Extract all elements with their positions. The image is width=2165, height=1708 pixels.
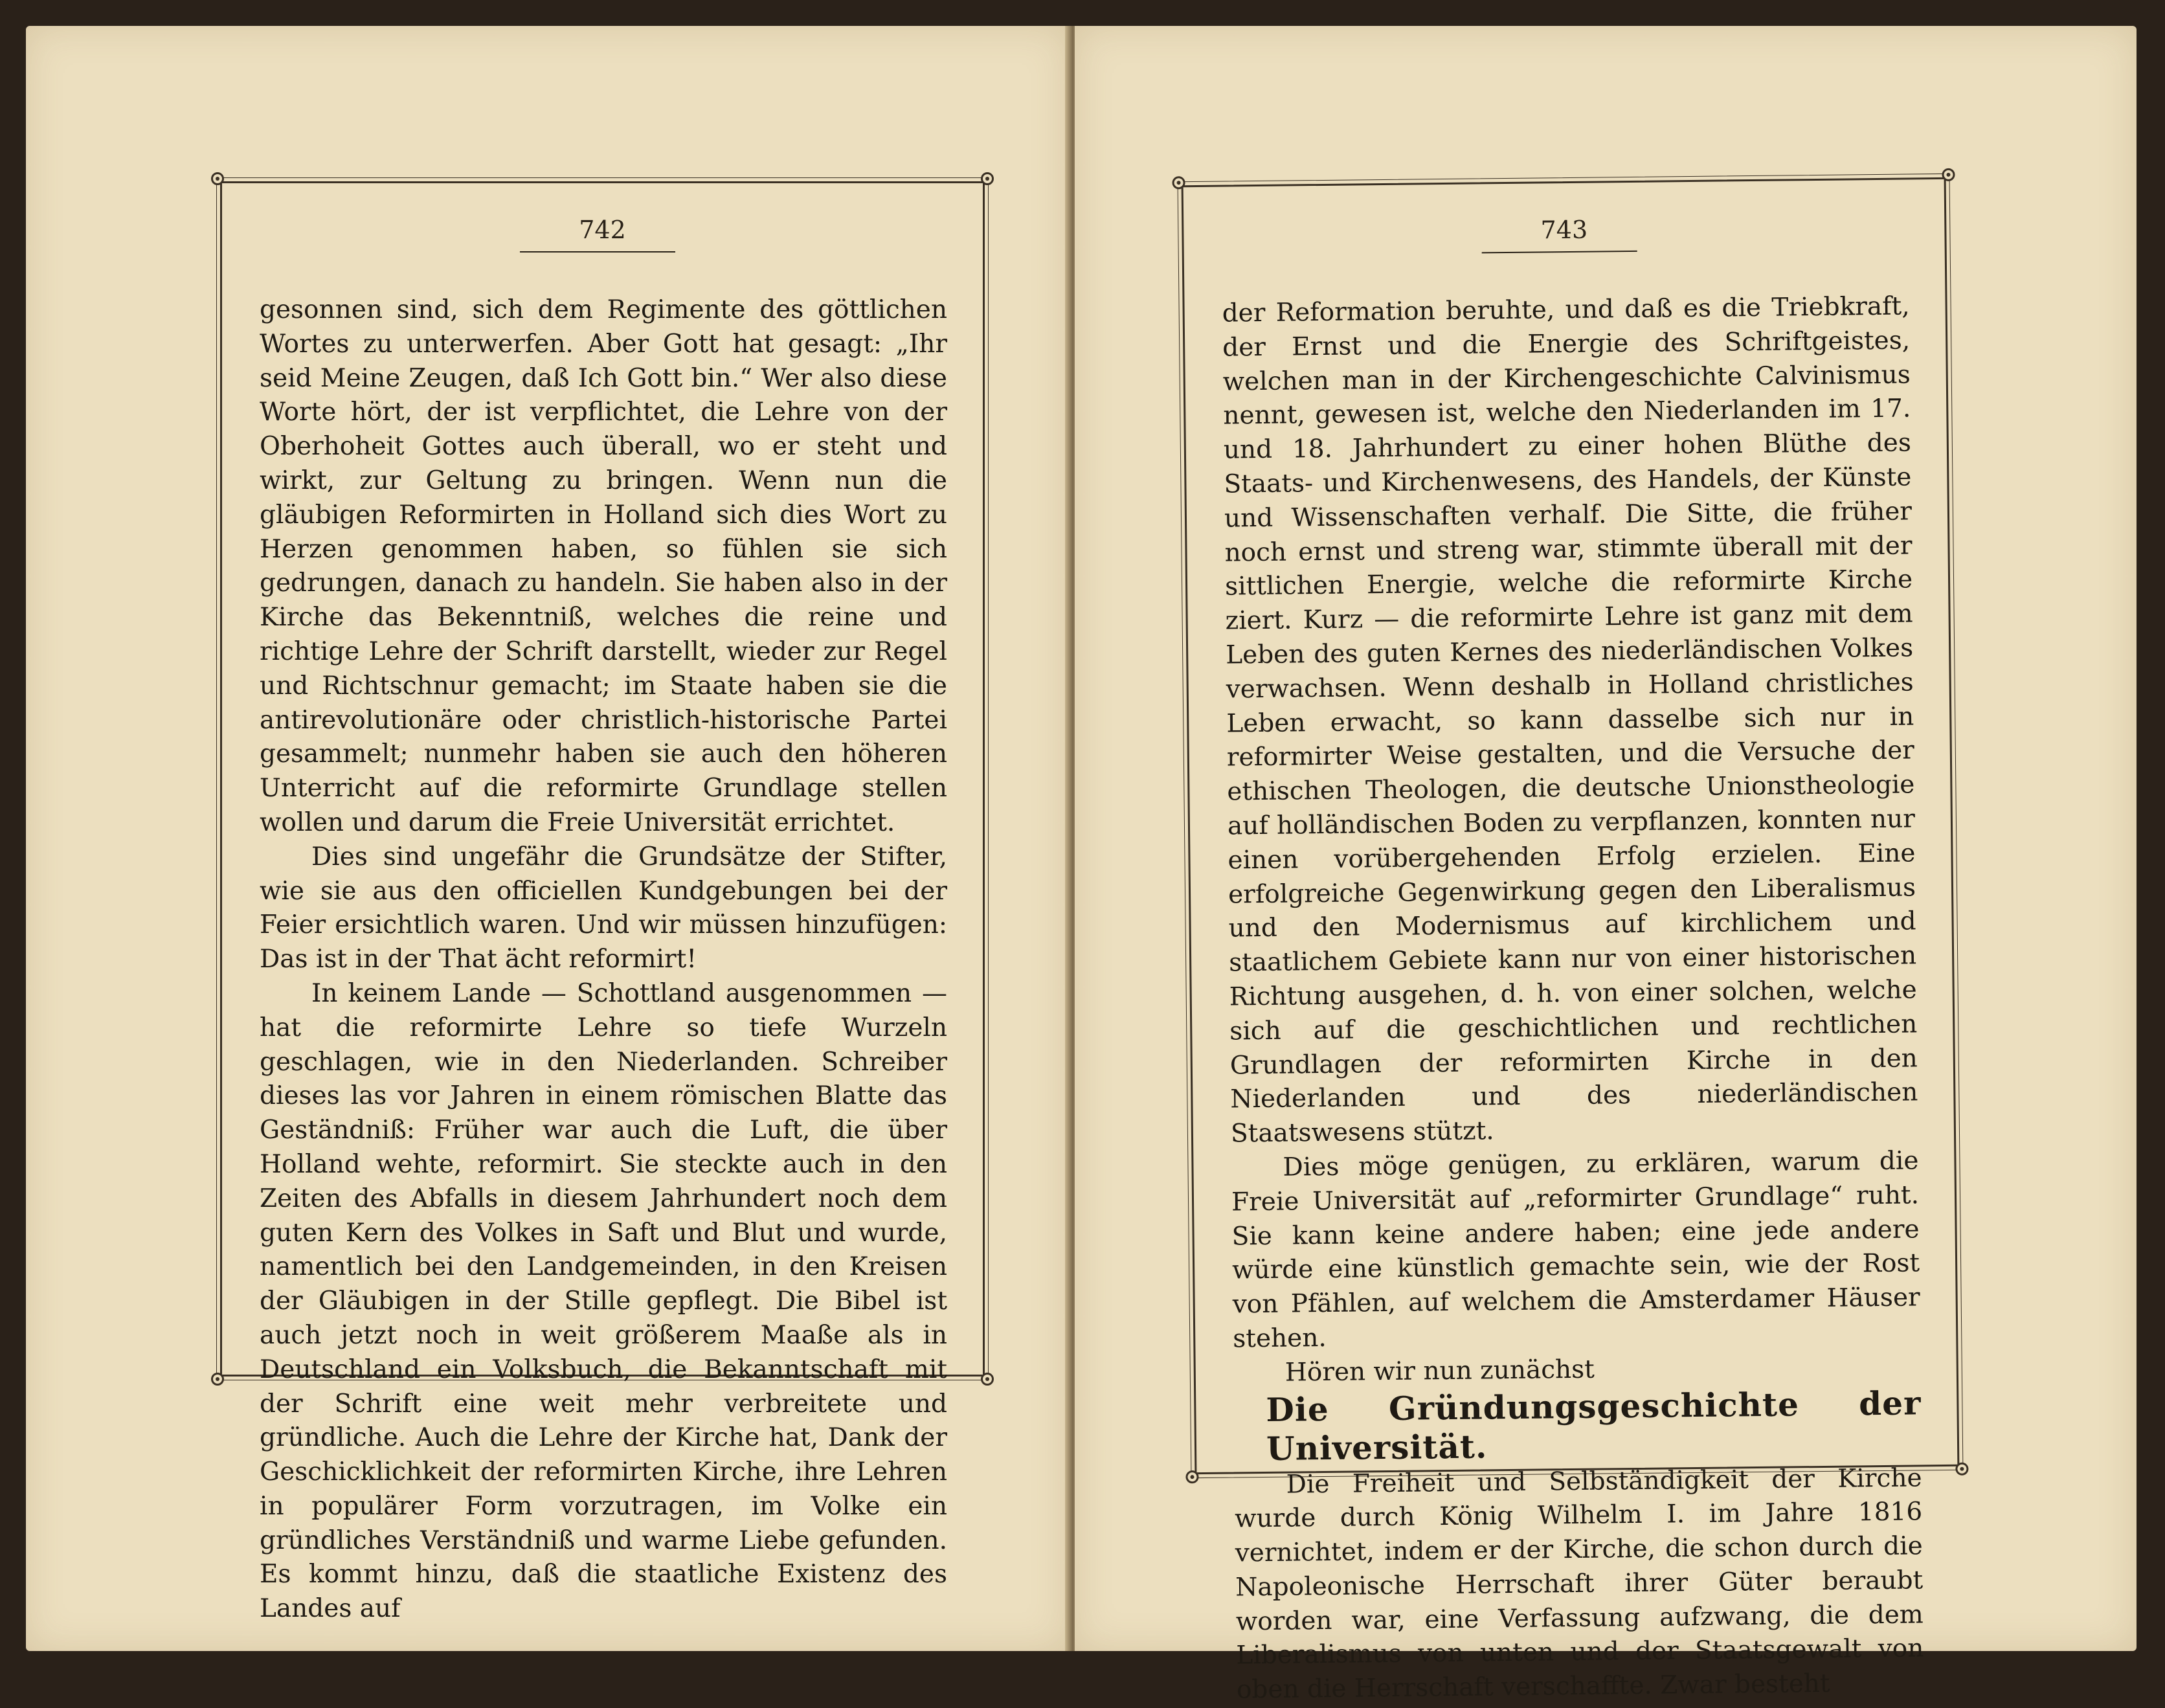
page-number: 743 xyxy=(1540,215,1588,245)
corner-ornament-icon xyxy=(211,172,224,185)
paragraph: Dies möge genügen, zu erklären, warum die Freie Universität auf „reformirter Grundlage“ ruht. Sie kann keine andere haben; eine jede andere würde eine künstlich gemachte sein, wie der Rost von Pfählen, auf welchem die Amsterdamer Häuser stehen. xyxy=(1231,1146,1920,1354)
paragraph: Hören wir nun zunächst xyxy=(1284,1354,1595,1388)
paragraph: Dies sind ungefähr die Grundsätze der Stifter, wie sie aus den officiellen Kundgebungen bei der Feier ersichtlich waren. Und wir müssen hinzufügen: Das ist in der That ächt reformirt! xyxy=(260,842,947,974)
paragraph: In keinem Lande — Schottland ausgenommen — hat die reformirte Lehre so tiefe Wurzeln geschlagen, wie in den Niederlanden. Schreiber dieses las vor Jahren in einem römischen Blatte das Geständniß: Früher war auch die Luft, die über Holland wehte, reformirt. Sie steckte auch in den Zeiten des Abfalls in diesem Jahrhundert noch dem guten Kern des Volkes in Saft und Blut und wurde, namentlich bei den Landgemeinden, in den Kreisen der Gläubigen in der Stille gepflegt. Die Bibel ist auch jetzt noch in weit größerem Maaße als in Deutschland ein Volksbuch, die Bekanntschaft mit der Schrift eine weit mehr verbreitete und gründliche. Auch die Lehre der Kirche hat, Dank der Geschicklichkeit der reformirten Kirche, ihre Lehren in populärer Form vorzutragen, im Volke ein gründliches Verständniß und warme Liebe gefunden. Es kommt hinzu, daß die staatliche Existenz des Landes auf xyxy=(260,978,947,1624)
section-heading: Die Gründungsgeschichte der Universität. xyxy=(1266,1383,1922,1468)
paragraph: der Reformation beruhte, und daß es die Triebkraft, der Ernst und die Energie des Schriftgeistes, welchen man in der Kirchengeschichte Calvinismus nennt, gewesen ist, welche den Niederlanden im 17. und 18. Jahrhundert zu einer hohen Blüthe des Staats- und Kirchenwesens, des Handels, der Künste und Wissenschaften verhalf. Die Sitte, die früher noch ernst und streng war, stimmte überall mit der sittlichen Energie, welche die reformirte Kirche ziert. Kurz — die reformirte Lehre ist ganz mit dem Leben des guten Kernes des niederländischen Volkes verwachsen. Wenn deshalb in Holland christliches Leben erwacht, so kann dasselbe sich nur in reformirter Weise gestalten, und die Versuche der ethischen Theologen, die deutsche Unionstheologie auf holländischen Boden zu verpflanzen, konnten nur einen vorübergehenden Erfolg erzielen. Eine erfolgreiche Gegenwirkung gegen den Liberalismus und den Modernismus auf kirchlichem und staatlichem Gebiete kann nur von einer historischen Richtung ausgehen, d. h. von einer solchen, welche sich auf die geschichtlichen und rechtlichen Grundlagen der reformirten Kirche in den Niederlanden und des niederländischen Staatswesens stützt. xyxy=(1222,291,1918,1149)
corner-ornament-icon xyxy=(981,172,994,185)
corner-ornament-icon xyxy=(1942,168,1955,181)
paragraph: gesonnen sind, sich dem Regimente des göttlichen Wortes zu unterwerfen. Aber Gott hat gesagt: „Ihr seid Meine Zeugen, daß Ich Gott bin.“ Wer also diese Worte hört, der ist verpflichtet, die Lehre von der Oberhoheit Gottes auch überall, wo er steht und wirkt, zur Geltung zu bringen. Wenn nun die gläubigen Reformirten in Holland sich dies Wort zu Herzen genommen haben, so fühlen sie sich gedrungen, danach zu handeln. Sie haben also in der Kirche das Bekenntniß, welches die reine und richtige Lehre der Schrift darstellt, wieder zur Regel und Richtschnur gemacht; im Staate haben sie die antirevolutionäre oder christlich-historische Partei gesammelt; nunmehr haben sie auch den höheren Unterricht auf die reformirte Grundlage stellen wollen und darum die Freie Universität errichtet. xyxy=(260,295,947,837)
corner-ornament-icon xyxy=(211,1373,224,1386)
page-number: 742 xyxy=(579,216,626,244)
page-number-rule xyxy=(1482,251,1637,254)
page-border-frame xyxy=(220,181,985,1624)
body-text xyxy=(1222,289,1924,1707)
corner-ornament-icon xyxy=(1185,1470,1198,1483)
body-text xyxy=(260,293,947,1626)
corner-ornament-icon xyxy=(981,1373,994,1386)
corner-ornament-icon xyxy=(1172,176,1185,189)
corner-ornament-icon xyxy=(1955,1463,1968,1476)
page-number-rule xyxy=(520,251,675,253)
paragraph: Die Freiheit und Selbständigkeit der Kirche wurde durch König Wilhelm I. im Jahre 1816 vernichtet, indem er der Kirche, die schon durch die Napoleonische Herrschaft ihrer Güter beraubt worden war, eine Verfassung aufzwang, die dem Liberalismus von unten und der Staatsgewalt von oben die Herrschaft verschaffte. Zwar besteht xyxy=(1234,1463,1924,1705)
right-page xyxy=(1075,26,2137,1705)
left-page xyxy=(26,26,1068,1651)
page-border-frame xyxy=(1182,177,1960,1705)
